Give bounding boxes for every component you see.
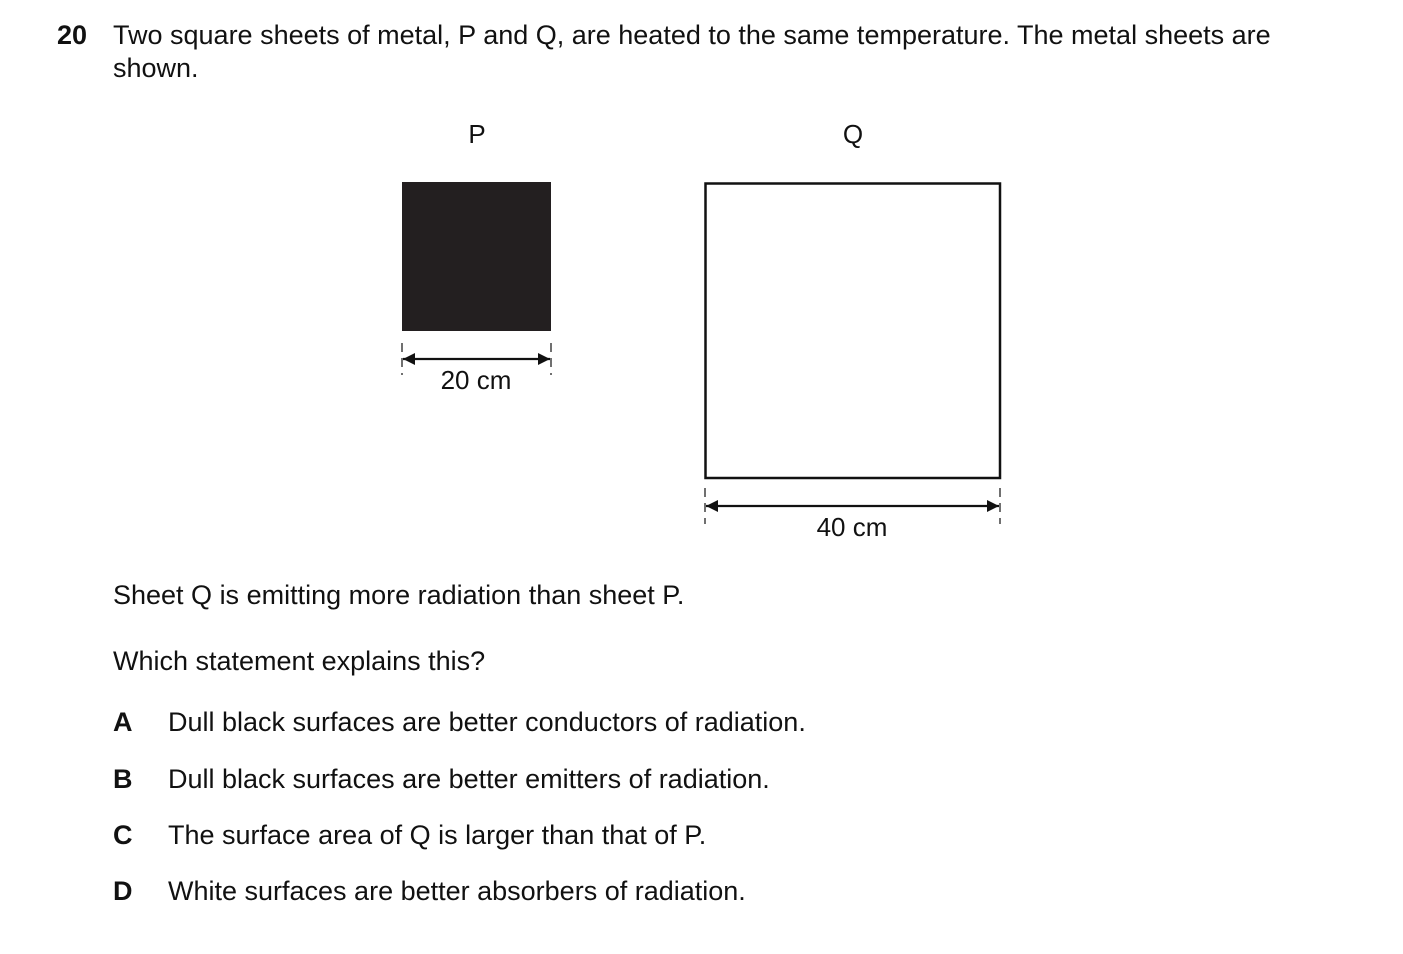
option-d-text: White surfaces are better absorbers of radiation. <box>168 876 746 906</box>
option-b-text: Dull black surfaces are better emitters of radiation. <box>168 764 770 794</box>
option-a-letter: A <box>113 707 133 737</box>
statement-text: Sheet Q is emitting more radiation than sheet P. <box>113 580 685 610</box>
question-prompt: Which statement explains this? <box>113 646 486 676</box>
option-c-text: The surface area of Q is larger than that of P. <box>168 820 707 850</box>
option-d-letter: D <box>113 876 133 906</box>
question-stem: Two square sheets of metal, P and Q, are heated to the same temperature. The metal sheets are shown. <box>113 20 1271 83</box>
sheet-q <box>706 184 1001 479</box>
option-b-letter: B <box>113 764 133 794</box>
sheet-q-dimension-label: 40 cm <box>816 512 888 542</box>
sheet-p-label: P <box>468 119 486 149</box>
option-a-text: Dull black surfaces are better conductors of radiation. <box>168 707 806 737</box>
option-c-letter: C <box>113 820 133 850</box>
question-number: 20 <box>57 20 88 50</box>
sheet-p <box>402 182 551 331</box>
sheet-p-dimension-label: 20 cm <box>440 365 512 395</box>
sheet-q-label: Q <box>842 119 864 149</box>
